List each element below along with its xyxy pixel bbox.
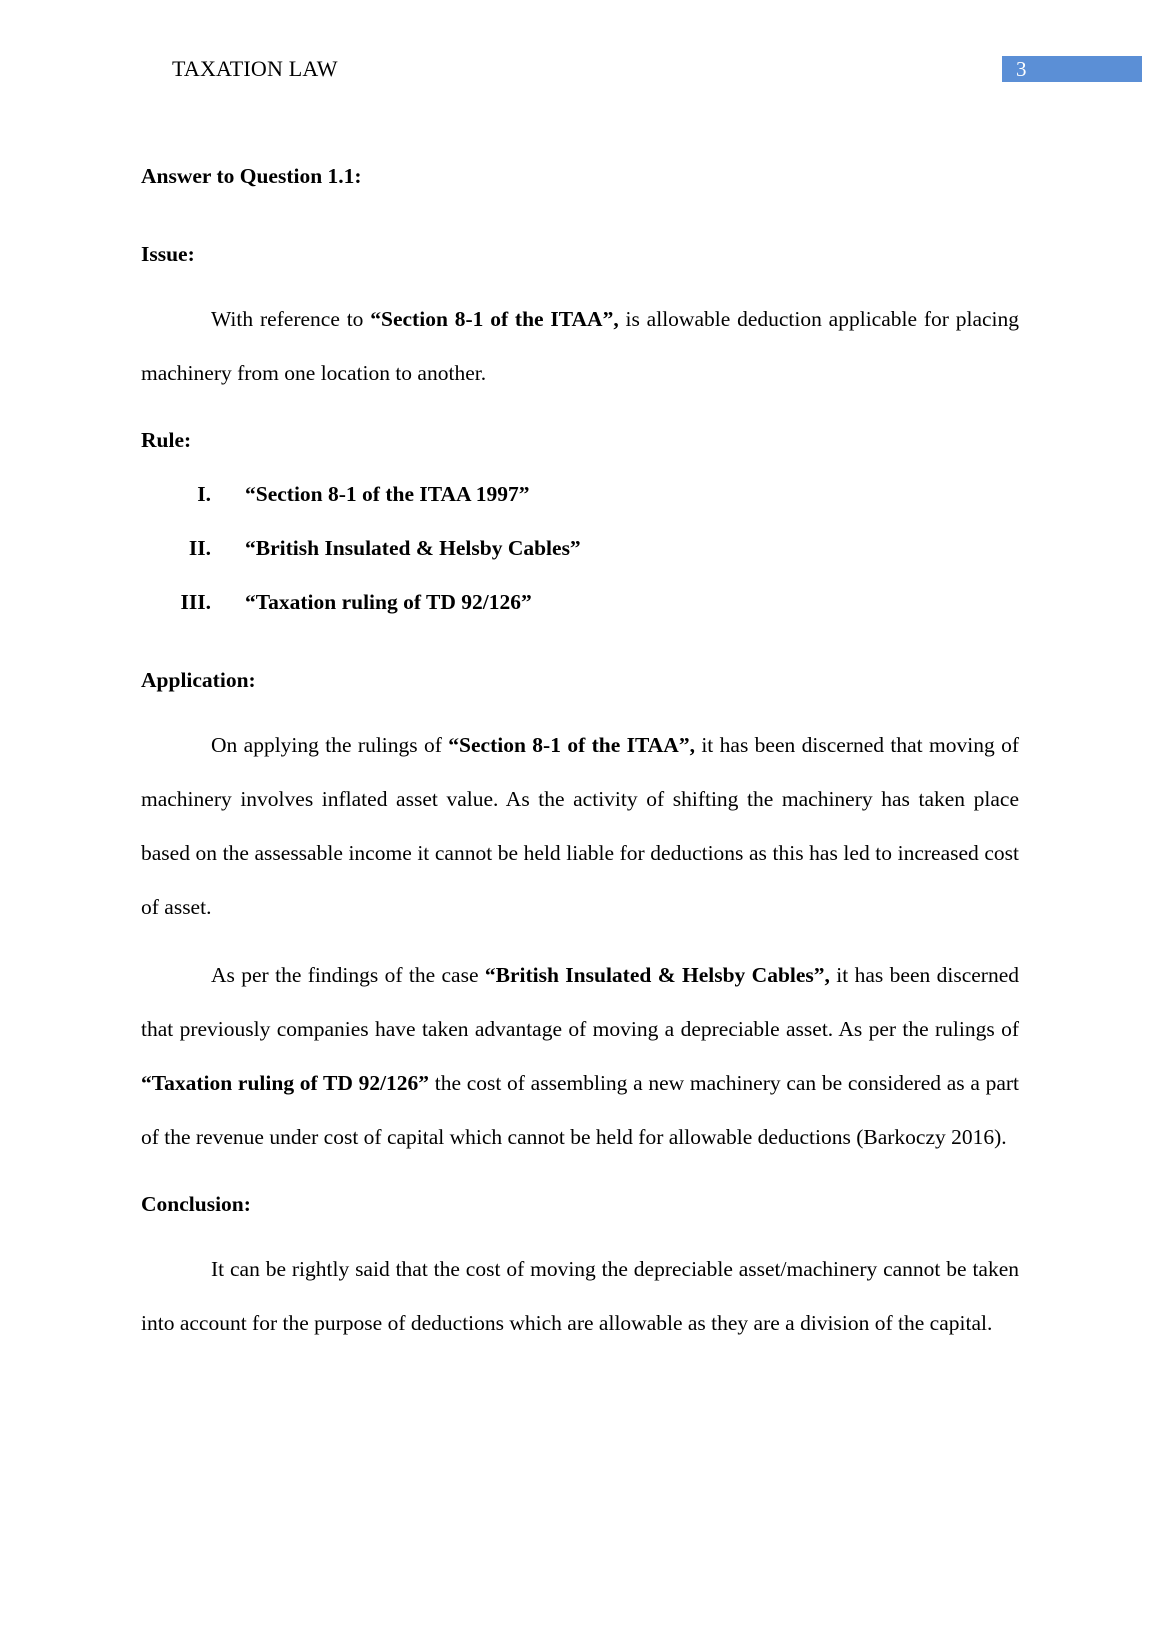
rule-heading: Rule: bbox=[141, 428, 192, 452]
rule-number: II. bbox=[188, 536, 211, 560]
conclusion-paragraph: It can be rightly said that the cost of moving the depreciable asset/machinery cannot be taken into account for the purpose of deductions which are allowable as they are a division of the capital. bbox=[141, 1257, 1019, 1335]
running-header-title: TAXATION LAW bbox=[172, 56, 338, 81]
conclusion-heading: Conclusion: bbox=[141, 1192, 251, 1216]
issue-reference: “Section 8-1 of the ITAA”, bbox=[370, 307, 619, 331]
application-paragraph-2: As per the findings of the case “British Insulated & Helsby Cables”, it has been discerned that previously companies have taken advantage of moving a depreciable asset. As per the rulings of “Taxation ruling of TD 92/126” the cost of assembling a new machinery can be considered as a part of the revenue under cost of capital which cannot be held for allowable deductions (Barkoczy 2016). bbox=[141, 963, 1019, 1149]
rule-number: I. bbox=[197, 482, 211, 506]
rule-text: “Section 8-1 of the ITAA 1997” bbox=[245, 482, 530, 506]
application-reference-3: “Taxation ruling of TD 92/126” bbox=[141, 1071, 430, 1095]
issue-paragraph: With reference to “Section 8-1 of the ITAA”, is allowable deduction applicable for placing machinery from one location to another. bbox=[141, 307, 1020, 385]
rule-item bbox=[141, 532, 1019, 586]
application-paragraph-1: On applying the rulings of “Section 8-1 of the ITAA”, it has been discerned that moving of machinery involves inflated asset value. As the activity of shifting the machinery has taken place based on the assessable income it cannot be held liable for deductions as this has led to increased cost of asset. bbox=[141, 733, 1019, 919]
main-heading: Answer to Question 1.1: bbox=[141, 164, 362, 188]
rule-list bbox=[141, 478, 1019, 640]
application-reference-2: “British Insulated & Helsby Cables”, bbox=[484, 963, 830, 987]
rule-text: “Taxation ruling of TD 92/126” bbox=[245, 590, 532, 614]
issue-heading: Issue: bbox=[141, 242, 195, 266]
application-heading: Application: bbox=[141, 668, 256, 692]
rule-number: III. bbox=[180, 590, 211, 614]
rule-text: “British Insulated & Helsby Cables” bbox=[245, 536, 581, 560]
application-reference-1: “Section 8-1 of the ITAA”, bbox=[448, 733, 695, 757]
document-body bbox=[141, 160, 1019, 1350]
rule-item bbox=[141, 586, 1019, 640]
rule-item bbox=[141, 478, 1019, 532]
page-number-badge: 3 bbox=[1002, 56, 1142, 82]
